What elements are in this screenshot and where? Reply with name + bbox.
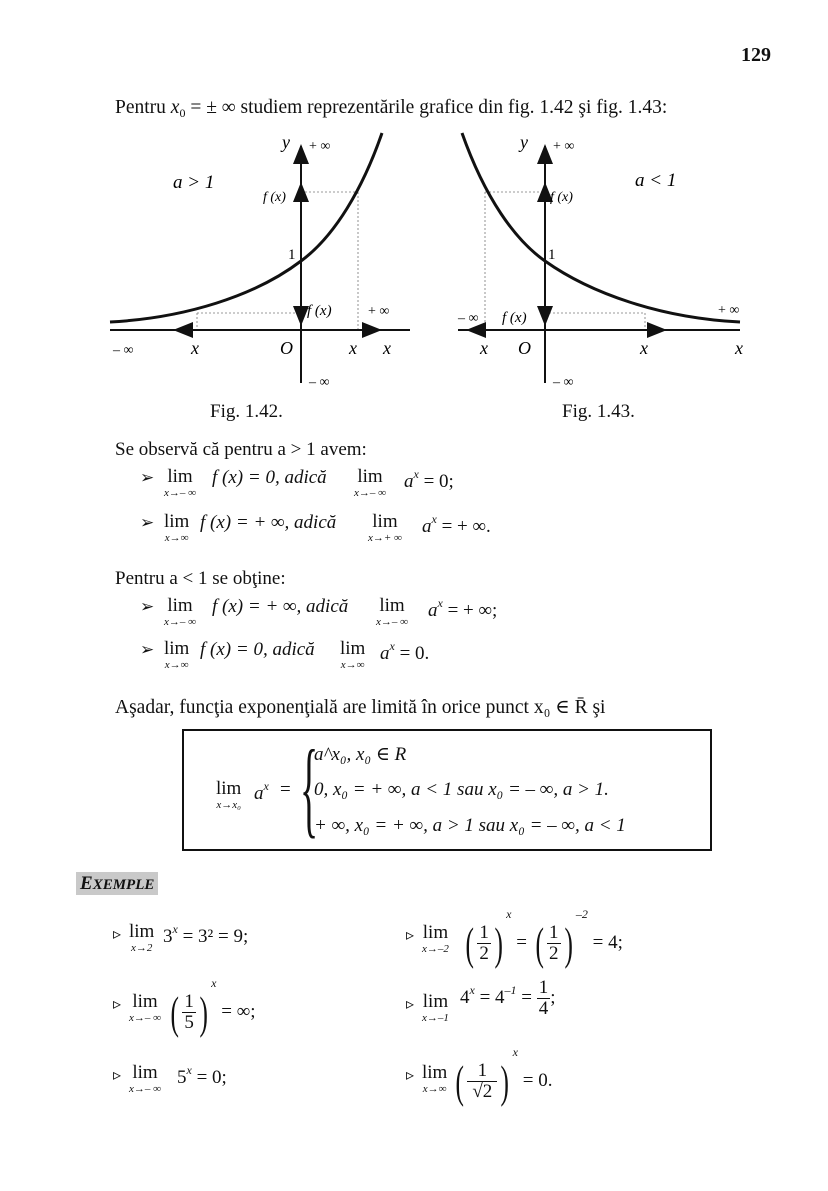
svg-text:x: x (735, 338, 743, 358)
svg-text:f (x): f (x) (502, 310, 527, 326)
svg-text:x: x (480, 338, 488, 358)
example-3: ▹ lim x→– ∞ ( $\frac{1}{5}$ )$^x$ = ∞; (113, 976, 256, 1038)
svg-text:x: x (191, 338, 199, 358)
fig42-cond: a > 1 (173, 172, 215, 193)
figure-1-42 (105, 128, 425, 393)
example-1: ▹ lim x→2 $3^x = 3^2 = 9$; (113, 921, 249, 954)
svg-text:+ ∞: + ∞ (718, 303, 740, 318)
case-3: + ∞, x₀ = + ∞, a > 1 sau x₀ = – ∞, a < 1 (314, 815, 626, 836)
example-5: ▹ lim x→– ∞ $5^x = 0$; (113, 1062, 227, 1095)
obs-a-gt1-item1: ➢ lim x→– ∞ f (x) = 0, adică lim x→– ∞ $a^x = 0$; (140, 466, 454, 499)
exp-curve-increasing (110, 133, 382, 322)
svg-text:+ ∞: + ∞ (553, 139, 575, 154)
svg-text:– ∞: – ∞ (309, 375, 330, 390)
svg-text:– ∞: – ∞ (553, 375, 574, 390)
svg-text:– ∞: – ∞ (113, 343, 134, 358)
svg-text:f (x): f (x) (550, 190, 573, 205)
case-1: a^x₀, x₀ ∈ R (314, 744, 407, 765)
limit-formula-box: lim x→x₀ $a^x$ = { a^x₀, x₀ ∈ R 0, x₀ = + ∞, a < 1 sau x₀ = – ∞, a > 1. + ∞, x₀ = + ∞, a > 1 sau x₀ = – ∞, a < 1 (182, 729, 712, 851)
page-number: 129 (741, 44, 771, 66)
svg-text:– ∞: – ∞ (458, 311, 479, 326)
case-2: 0, x₀ = + ∞, a < 1 sau x₀ = – ∞, a > 1. (314, 779, 609, 800)
svg-text:x: x (383, 338, 391, 358)
svg-text:1: 1 (548, 247, 556, 263)
svg-text:x: x (640, 338, 648, 358)
left-brace: { (300, 729, 319, 848)
svg-text:a < 1: a < 1 (635, 170, 677, 191)
fig43-caption: Fig. 1.43. (562, 401, 635, 422)
example-4: ▹ lim x→–1 $4^x = 4^{-1}$ = $\frac{1}{4}$ ; (406, 977, 556, 1024)
svg-text:+ ∞: + ∞ (309, 139, 331, 154)
svg-text:+ ∞: + ∞ (368, 304, 390, 319)
exp-curve-decreasing (462, 133, 740, 322)
fig42-caption: Fig. 1.42. (210, 401, 283, 422)
svg-text:f (x): f (x) (307, 303, 332, 319)
svg-text:x: x (349, 338, 357, 358)
figure-1-43 (450, 128, 755, 393)
svg-text:O: O (280, 338, 293, 358)
example-6: ▹ lim x→∞ ( $\frac{1}{√2}$ )$^x$ = 0. (406, 1045, 553, 1107)
obs-a-lt1-item2: ➢ lim x→∞ f (x) = 0, adică lim x→∞ $a^x = 0$. (140, 638, 430, 671)
svg-text:y: y (282, 132, 290, 152)
obs-a-gt1-item2: ➢ lim x→∞ f (x) = + ∞, adică lim x→+ ∞ $a^x$ = + ∞. (140, 511, 491, 544)
obs-a-lt1-item1: ➢ lim x→– ∞ f (x) = + ∞, adică lim x→– ∞ $a^x$ = + ∞; (140, 595, 498, 628)
svg-text:1: 1 (288, 247, 296, 263)
intro-line: Pentru $x_0$ = ± ∞ studiem reprezentările grafice din fig. 1.42 şi fig. 1.43: (115, 97, 668, 120)
conclusion-line: Aşadar, funcţia exponenţială are limită în orice punct x₀ ∈ R̄ şi (115, 697, 606, 718)
svg-text:y: y (520, 132, 528, 152)
svg-text:O: O (518, 338, 531, 358)
svg-text:f (x): f (x) (263, 190, 286, 205)
obs-a-lt1-line: Pentru a < 1 se obţine: (115, 568, 286, 589)
example-2: ▹ lim x→–2 ( $\frac{1}{2}$ )$^x$ = ( $\frac{1}{2}$ )$^{-2}$ = 4; (406, 907, 623, 969)
examples-heading: EXEMPLE (76, 873, 158, 895)
obs-a-gt1-line: Se observă că pentru a > 1 avem: (115, 439, 367, 460)
